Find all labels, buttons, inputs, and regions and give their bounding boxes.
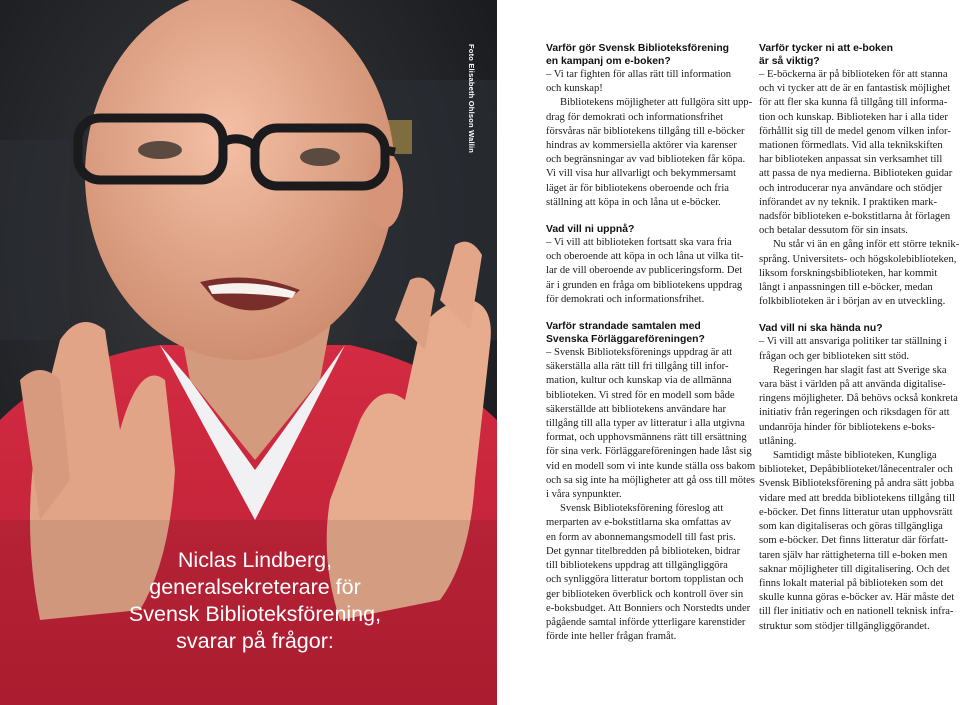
text-line: och kunskap!: [546, 83, 603, 95]
text-line: Svensk Biblioteksförening föreslog att: [560, 503, 724, 515]
text-line: Varför tycker ni att e-boken: [759, 43, 893, 54]
text-line: har biblioteken anpassat sin verksamhet till: [759, 154, 943, 166]
text-line: biblioteken. Vi stred för en modell som både: [546, 389, 735, 401]
text-line: skulle kunna göras e-böcker av. Här måste det: [759, 592, 955, 604]
text-line: Vad vill ni uppnå?: [546, 224, 635, 236]
text-line: e-boksbudget. Att Bonniers och Norstedts under: [546, 602, 751, 614]
answer-paragraph: [759, 238, 959, 309]
text-line: vidare med att bredda bibliotekens tillgång till: [759, 492, 955, 504]
text-line: språng. Universitets- och högskolebiblioteken,: [759, 253, 957, 265]
answer-paragraph: [546, 68, 746, 96]
text-line: saknar möjligheter till digitalisering. Och det: [759, 563, 950, 575]
text-line: ger biblioteken överblick och kontroll över sin: [546, 588, 744, 600]
text-line: läget är för bibliotekens oberoende och fria: [546, 182, 729, 194]
text-line: i våra synpunkter.: [546, 489, 622, 501]
text-line: Svensk Biblioteksförening på andra sätt jobba: [759, 478, 955, 490]
text-line: och vi tycker att de är en fantastisk möjlighet: [759, 83, 951, 95]
text-line: hindras av kommersiella aktörer via karenser: [546, 140, 737, 152]
text-line: lar de vill oberoende av publiceringsform. Det: [546, 265, 743, 277]
text-line: Det gynnar titelbredden på biblioteken, bidrar: [546, 545, 741, 557]
text-line: förde inte heller frågan framåt.: [546, 631, 677, 643]
text-line: – Vi vill att biblioteken fortsatt ska vara fria: [546, 237, 732, 249]
text-line: vid en modell som vi inte kunde ställa oss bakom: [546, 460, 756, 472]
text-line: Samtidigt måste biblioteken, Kungliga: [773, 450, 937, 462]
caption-line: generalsekreterare för: [149, 575, 361, 599]
text-line: mation, kultur och kunskap via de allmänna: [546, 375, 732, 387]
answer-paragraph: [759, 335, 959, 363]
text-line: – Vi vill att ansvariga politiker tar ställning i: [759, 336, 948, 348]
text-line: format, och upphovsmännens rätt till ersättning: [546, 432, 747, 444]
question-heading: [759, 42, 959, 68]
text-line: ringens möjligheter. Då behövs också konkreta: [759, 393, 958, 405]
text-line: liksom forskningsbiblioteken, har kommit: [759, 267, 938, 279]
text-line: förhållit sig till de medel genom vilken infor-: [759, 125, 951, 137]
text-line: frågan och ger biblioteken sitt stöd.: [759, 350, 910, 362]
text-line: till fler initiativ och en nationell teknisk infra-: [759, 606, 954, 618]
text-line: Vi vill visa hur allvarligt och bekymmersamt: [546, 168, 737, 180]
answer-paragraph: [759, 68, 959, 238]
text-line: och introducerar nya användare och stödjer: [759, 182, 943, 194]
text-line: långt i anpassningen till e-böcker, medan: [759, 282, 933, 294]
answer-paragraph: [546, 236, 746, 307]
question-heading: [759, 322, 959, 335]
photo-credit: Foto Elisabeth Ohlson Wallin: [467, 44, 476, 154]
text-line: ställning att köpa in och låna ut e-böcker.: [546, 196, 721, 208]
question-heading: [546, 42, 746, 68]
answer-paragraph: [546, 96, 753, 210]
text-line: till bibliotekens uppdrag att tillgängliggöra: [546, 560, 728, 572]
text-line: som kan digitaliseras och göras tillgängliga: [759, 521, 943, 533]
question-heading: [546, 320, 746, 346]
text-line: – Vi tar fighten för allas rätt till information: [546, 69, 732, 80]
text-line: tillgång till alla typer av litteratur i alla utgivna: [546, 418, 745, 430]
text-line: mationen förmedlats. Vid alla teknikskiften: [759, 140, 943, 152]
text-line: Nu står vi än en gång inför ett större teknik-: [773, 239, 960, 251]
text-line: Bibliotekens möjligheter att fullgöra sitt upp-: [560, 97, 753, 109]
text-line: säkerställa alla rätt till fri tillgång till infor-: [546, 361, 729, 373]
text-line: en form av abonnemangsmodell till fast pris.: [546, 531, 736, 543]
article-column-2: [759, 42, 959, 634]
text-line: – Svensk Biblioteksförenings uppdrag är att: [546, 347, 733, 359]
text-line: är så viktig?: [759, 56, 820, 67]
text-line: e-böcker. Det finns litteratur utan upphovsrätt: [759, 506, 953, 518]
text-line: nadsför biblioteken e-bokstitlarna åt förlagen: [759, 211, 951, 223]
text-line: en kampanj om e-boken?: [546, 56, 671, 67]
text-line: merparten av e-bokstitlarna ska omfattas av: [546, 517, 732, 529]
caption-line: Niclas Lindberg,: [177, 548, 333, 572]
caption-line: svarar på frågor:: [176, 629, 334, 653]
answer-paragraph: [546, 502, 751, 644]
text-line: – E-böckerna är på biblioteken för att stanna: [759, 69, 948, 80]
text-line: Svenska Förläggareföreningen?: [546, 334, 705, 346]
text-line: folkbiblioteken är i början av en utveckling.: [759, 296, 946, 308]
text-line: för att fler ska kunna få tillgång till informa-: [759, 97, 948, 109]
answer-paragraph: [759, 364, 959, 449]
photo-caption: [92, 547, 418, 655]
text-line: och oberoende att köpa in och låna ut vilka tit-: [546, 251, 744, 263]
text-line: tion och kunskap. Biblioteken har i alla tider: [759, 111, 948, 123]
text-line: som e-böcker. Det finns litteratur där författ-: [759, 535, 949, 547]
text-line: finns lokalt material på biblioteken som det: [759, 577, 944, 589]
text-line: Varför gör Svensk Biblioteksförening: [546, 43, 730, 54]
text-line: och betalar dessutom för sin insats.: [759, 225, 908, 237]
text-line: och synliggöra litteratur bortom topplistan och: [546, 574, 744, 586]
text-line: Regeringen har slagit fast att Sverige ska: [773, 364, 947, 376]
text-line: drag för demokrati och informationsfrihet: [546, 111, 724, 123]
text-line: och begränsningar av vad biblioteken får köpa.: [546, 154, 746, 166]
text-line: för demokrati och informationsfrihet.: [546, 293, 705, 305]
answer-paragraph: [546, 346, 756, 502]
text-line: för sina verk. Förläggareföreningen hade låst sig: [546, 446, 752, 458]
text-line: och sa sig inte ha möjligheter att gå oss till mötes: [546, 474, 755, 486]
text-line: säkerställde att bibliotekens användare har: [546, 403, 727, 415]
text-line: undanröja hinder för bibliotekens e-boks-: [759, 421, 935, 433]
article-column-1: [546, 42, 756, 644]
caption-line: Svensk Biblioteksförening,: [128, 602, 382, 626]
text-line: är i grunden en fråga om bibliotekens uppdrag: [546, 279, 743, 291]
text-line: utlåning.: [759, 435, 797, 447]
question-heading: [546, 223, 746, 236]
text-line: taren själv har rättigheterna till e-boken men: [759, 549, 948, 561]
text-line: Vad vill ni ska hända nu?: [759, 323, 883, 335]
text-line: försvåras när bibliotekens tillgång till e-böcker: [546, 125, 745, 137]
text-line: att passa de nya medierna. Biblioteken guidar: [759, 168, 953, 180]
text-line: införandet av ny teknik. I praktiken mark-: [759, 196, 937, 208]
text-line: biblioteket, Depåbiblioteket/lånecentraler och: [759, 464, 953, 476]
answer-paragraph: [759, 449, 959, 634]
text-line: struktur som stödjer tillgängliggörandet.: [759, 620, 930, 632]
text-line: initiativ från regeringen och riksdagen för att: [759, 407, 950, 419]
text-line: Varför strandade samtalen med: [546, 321, 701, 333]
text-line: vara bäst i världen på att använda digitalise-: [759, 379, 946, 391]
text-line: pågående samtal införde ytterligare karenstider: [546, 616, 746, 628]
